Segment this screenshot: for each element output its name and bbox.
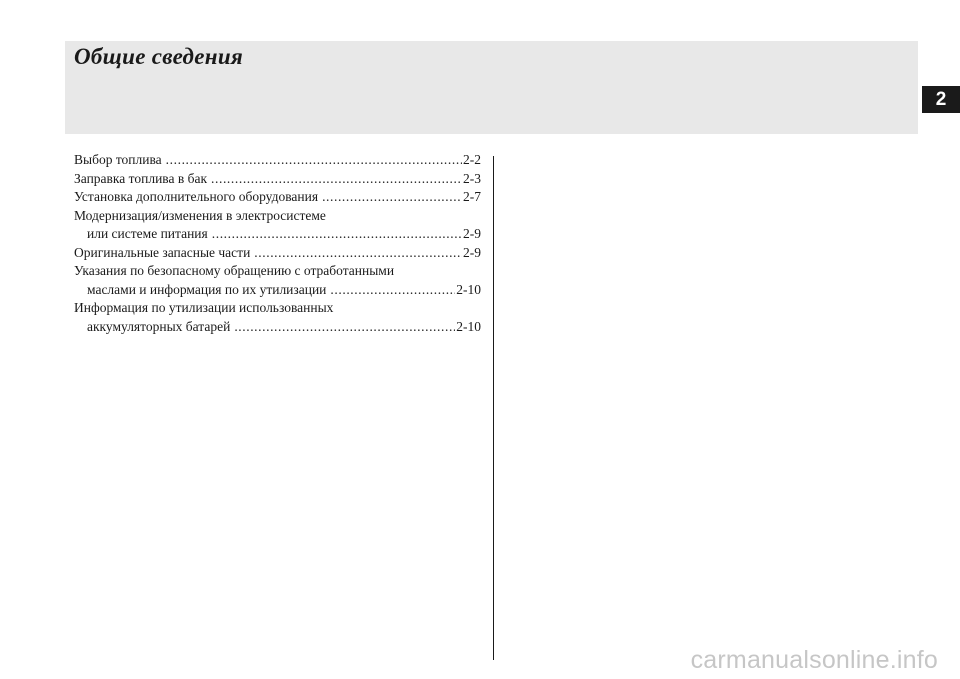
toc-entry[interactable]: [74, 299, 481, 336]
toc-entry[interactable]: [74, 151, 481, 170]
section-header-band: [65, 41, 918, 134]
toc-entry[interactable]: [74, 188, 481, 207]
toc-entry[interactable]: [74, 244, 481, 263]
toc-line: [74, 170, 481, 189]
toc-entry-title: Оригинальные запасные части: [74, 244, 251, 260]
toc-leader-dots: [211, 170, 462, 189]
toc-leader-dots: [254, 244, 462, 263]
toc-line: [74, 225, 481, 244]
watermark: carmanualsonline.info: [690, 646, 938, 674]
toc-leader-dots: [330, 281, 455, 300]
toc-line: [74, 318, 481, 337]
toc-entry-title: Заправка топлива в бак: [74, 170, 208, 186]
toc-leader-dots: [212, 225, 462, 244]
toc-entry-title-continued: аккумуляторных батарей: [87, 318, 231, 334]
toc-leader-dots: [322, 188, 462, 207]
toc-page-number: 2-9: [463, 244, 481, 260]
toc-entry-title: Выбор топлива: [74, 152, 162, 167]
toc-line: [74, 281, 481, 300]
chapter-tab: 2: [922, 86, 960, 113]
toc-entry-title: Информация по утилизации использованных: [74, 300, 334, 315]
toc-line: [74, 244, 481, 263]
column-divider: [493, 156, 494, 660]
table-of-contents: [74, 151, 481, 336]
toc-page-number: 2-9: [463, 226, 481, 241]
toc-leader-dots: [166, 151, 462, 170]
toc-entry-title: Указания по безопасному обращению с отработанными: [74, 263, 395, 278]
toc-entry[interactable]: [74, 207, 481, 244]
toc-entry-title: Модернизация/изменения в электросистеме: [74, 207, 326, 223]
section-title: Общие сведения: [74, 44, 244, 69]
toc-page-number: 2-2: [463, 152, 481, 167]
toc-line: [74, 188, 481, 207]
toc-entry[interactable]: [74, 262, 481, 299]
toc-page-number: 2-3: [463, 170, 481, 186]
toc-leader-dots: [234, 318, 455, 337]
toc-entry[interactable]: [74, 170, 481, 189]
toc-line: [74, 151, 481, 170]
toc-page-number: 2-10: [456, 281, 481, 297]
toc-entry-title: Установка дополнительного оборудования: [74, 189, 319, 204]
toc-page-number: 2-7: [463, 189, 481, 204]
toc-entry-title-continued: маслами и информация по их утилизации: [87, 281, 327, 297]
toc-page-number: 2-10: [456, 318, 481, 334]
toc-entry-title-continued: или системе питания: [87, 226, 208, 241]
